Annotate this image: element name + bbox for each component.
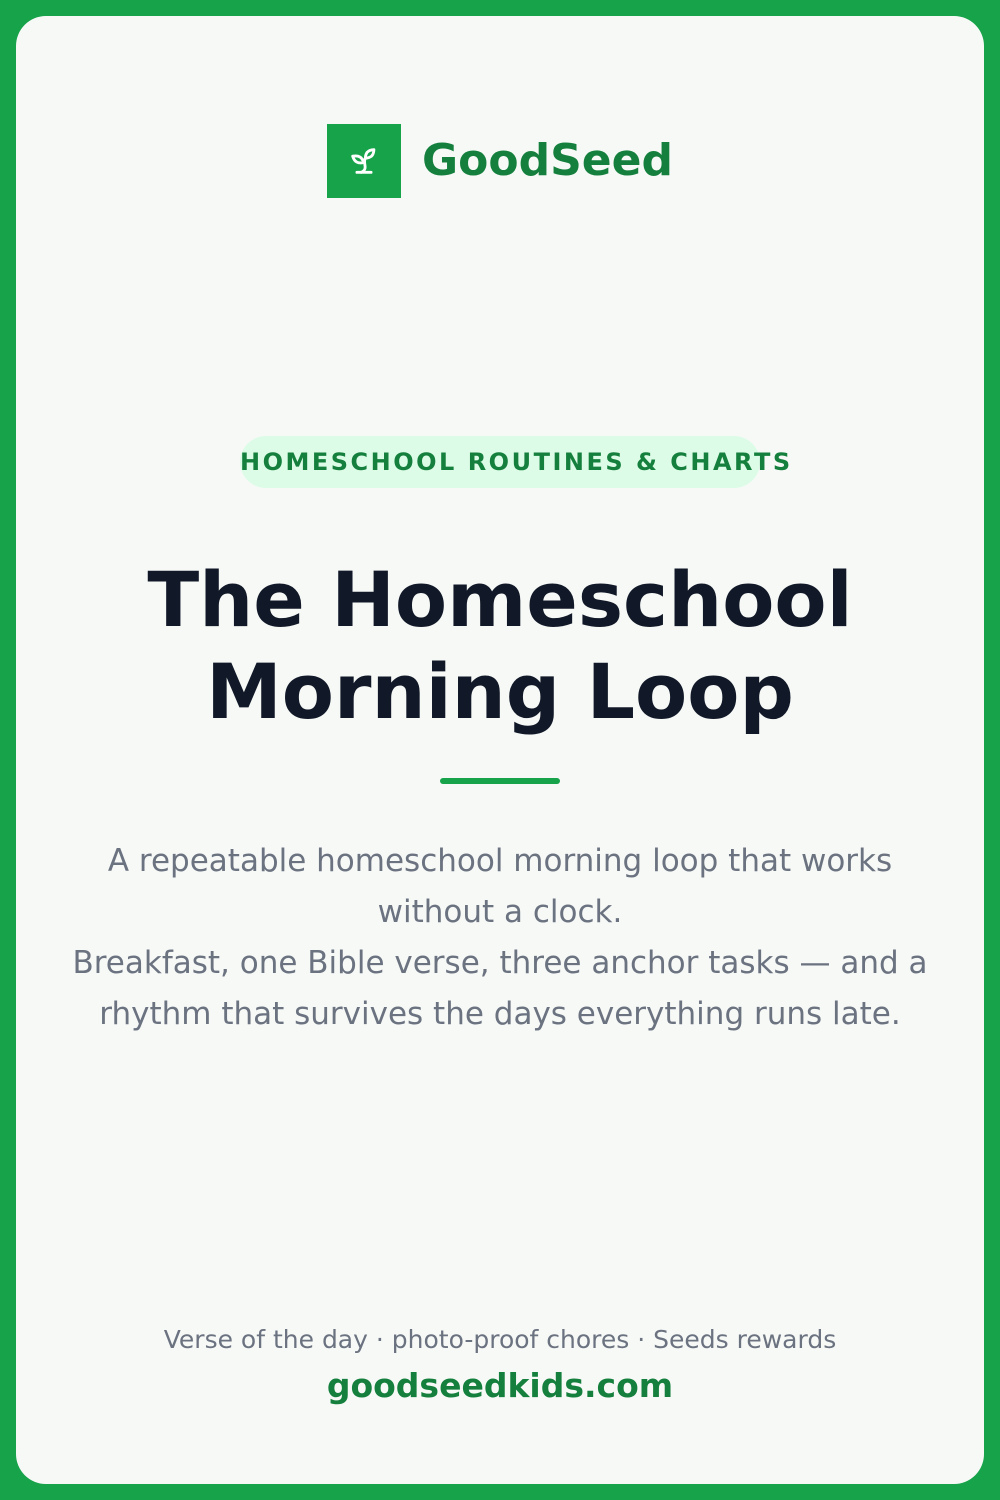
description-paragraph: Breakfast, one Bible verse, three anchor tasks — and a rhythm that survives the days everything runs late. [72,945,928,1032]
pin-card [16,16,984,1484]
title-line: The Homeschool [147,555,853,644]
brand-name: GoodSeed [422,135,673,186]
website-link[interactable]: goodseedkids.com [326,1366,674,1405]
sprout-icon [347,144,381,178]
logo [327,124,401,198]
title-line: Morning Loop [206,647,794,736]
description [56,836,944,1040]
page-title [56,554,944,738]
description-paragraph: A repeatable homeschool morning loop that works without a clock. [107,843,893,930]
divider [440,778,560,784]
category-badge: HOMESCHOOL ROUTINES & CHARTS [240,436,760,488]
brand-header [16,124,984,198]
feature-list: Verse of the day · photo-proof chores · Seeds rewards [163,1325,837,1354]
